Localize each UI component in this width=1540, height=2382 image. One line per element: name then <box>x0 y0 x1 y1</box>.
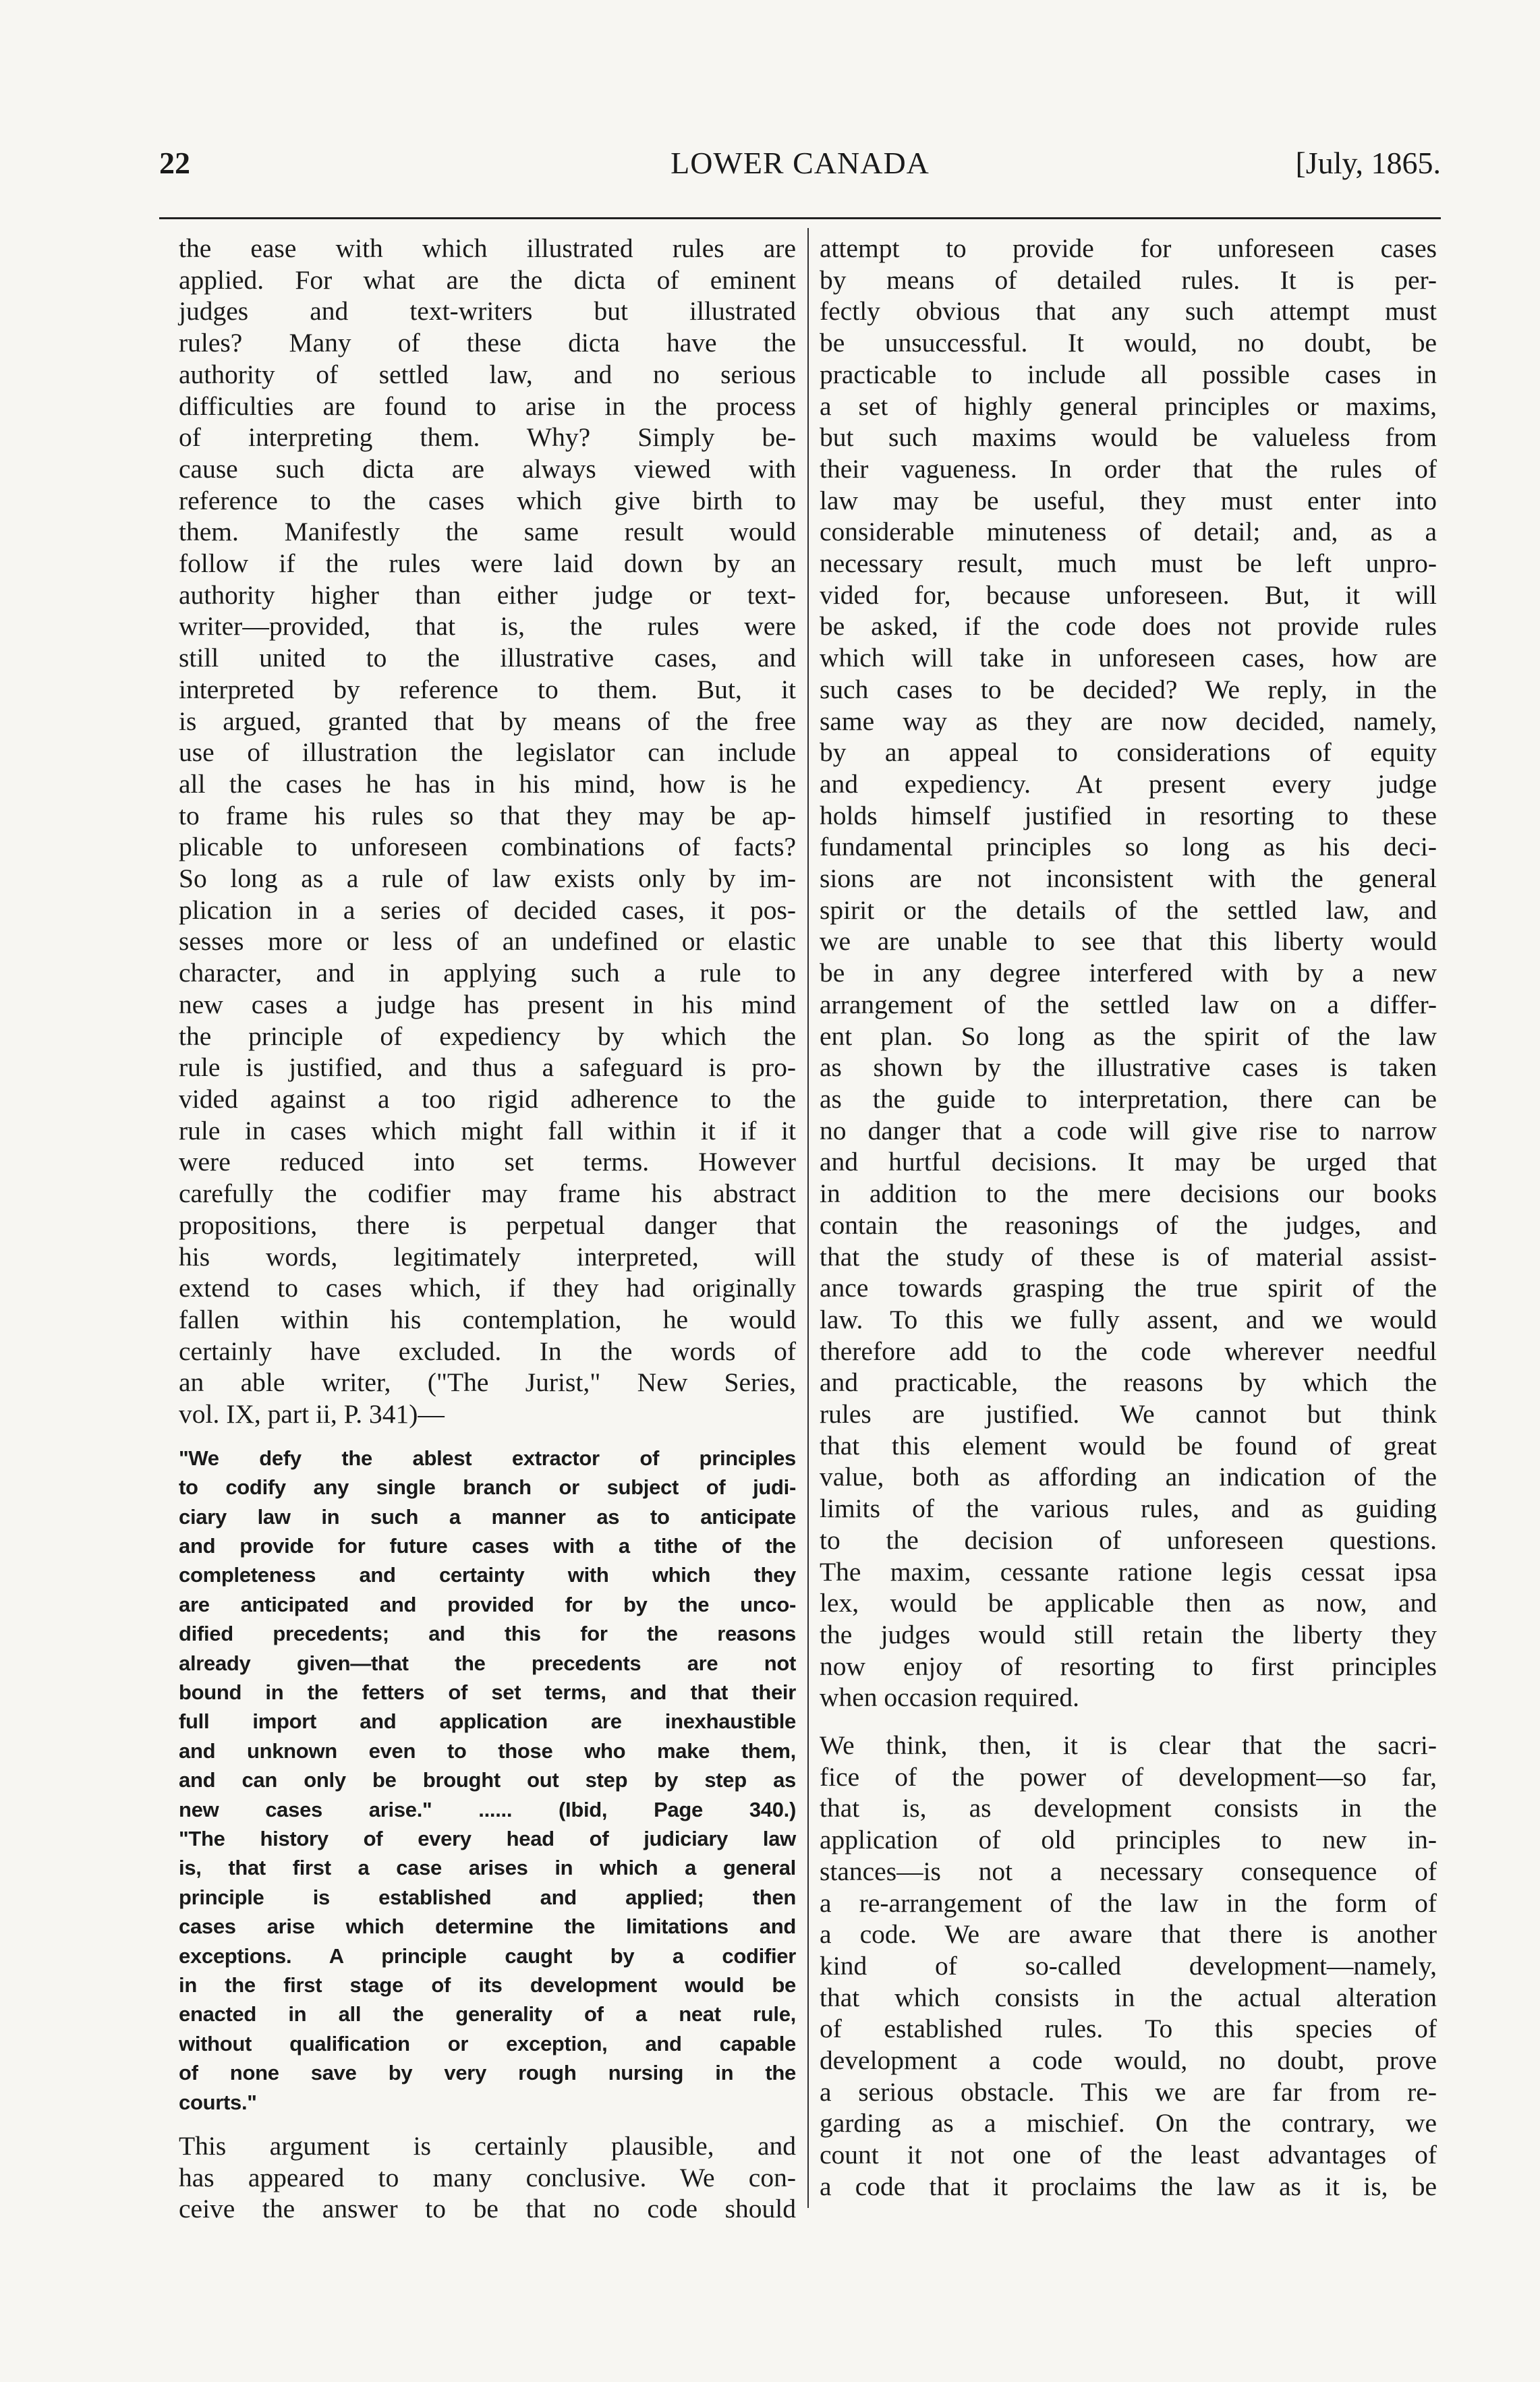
text-line: in the first stage of its development would be <box>179 1973 796 1997</box>
text-line: kind of so-called development—namely, <box>820 1950 1437 1981</box>
text-line: by an appeal to considerations of equity <box>820 737 1437 768</box>
text-line: stances—is not a necessary consequence of <box>820 1856 1437 1886</box>
text-line: vol. IX, part ii, P. 341)— <box>179 1399 445 1429</box>
text-line: law may be useful, they must enter into <box>820 485 1437 515</box>
text-line: plicable to unforeseen combinations of facts? <box>179 832 796 862</box>
text-line: which will take in unforeseen cases, how are <box>820 643 1437 673</box>
text-line: that is, as development consists in the <box>820 1793 1437 1823</box>
issue-date: [July, 1865. <box>1295 146 1441 180</box>
text-line: arrangement of the settled law on a differ- <box>820 989 1437 1019</box>
text-line: cases arise which determine the limitations and <box>179 1915 796 1939</box>
text-line: still united to the illustrative cases, and <box>179 643 796 673</box>
left-paragraph-1 <box>179 233 796 1430</box>
text-line: the principle of expediency by which the <box>179 1021 796 1051</box>
text-line: limits of the various rules, and as guiding <box>820 1494 1437 1524</box>
text-line: of established rules. To this species of <box>820 2014 1437 2044</box>
text-line: The maxim, cessante ratione legis cessat ipsa <box>820 1556 1437 1587</box>
text-line: fice of the power of development—so far, <box>820 1761 1437 1792</box>
text-line: practicable to include all possible cases in <box>820 359 1437 389</box>
text-line: now enjoy of resorting to first principles <box>820 1651 1437 1681</box>
text-line: authority of settled law, and no serious <box>179 359 796 389</box>
text-line: development a code would, no doubt, prove <box>820 2045 1437 2076</box>
right-paragraph-1 <box>820 233 1437 1713</box>
text-line: So long as a rule of law exists only by im- <box>179 863 796 894</box>
text-line: rules? Many of these dicta have the <box>179 328 796 358</box>
text-line: is, that first a case arises in which a general <box>179 1856 796 1880</box>
text-line: lex, would be applicable then as now, and <box>820 1588 1437 1618</box>
text-line: extend to cases which, if they had originally <box>179 1273 796 1303</box>
right-paragraph-2 <box>820 1730 1437 2203</box>
text-line: an able writer, ("The Jurist," New Series, <box>179 1367 796 1398</box>
text-line: attempt to provide for unforeseen cases <box>820 233 1437 263</box>
text-line: and can only be brought out step by step as <box>179 1768 796 1792</box>
text-line: has appeared to many conclusive. We con- <box>179 2162 796 2192</box>
text-line: carefully the codifier may frame his abstract <box>179 1179 796 1209</box>
text-line: exceptions. A principle caught by a codifier <box>179 1944 796 1968</box>
text-line: a code. We are aware that there is another <box>820 1919 1437 1950</box>
text-line: of interpreting them. Why? Simply be- <box>179 422 796 453</box>
text-line: enacted in all the generality of a neat rule, <box>179 2002 796 2026</box>
text-line: a code that it proclaims the law as it is, be <box>820 2171 1437 2201</box>
text-line: ent plan. So long as the spirit of the law <box>820 1021 1437 1051</box>
text-line: propositions, there is perpetual danger that <box>179 1210 796 1240</box>
text-line: already given—that the precedents are not <box>179 1651 796 1675</box>
text-line: vided for, because unforeseen. But, it will <box>820 579 1437 610</box>
header-rule <box>159 217 1441 219</box>
text-line: to codify any single branch or subject of judi- <box>179 1475 796 1500</box>
text-line: character, and in applying such a rule to <box>179 958 796 988</box>
text-line: a serious obstacle. This we are far from re- <box>820 2076 1437 2107</box>
text-line: were reduced into set terms. However <box>179 1147 796 1177</box>
text-line: fundamental principles so long as his deci- <box>820 832 1437 862</box>
paragraph-gap <box>820 1713 1437 1730</box>
text-line: ciary law in such a manner as to anticipate <box>179 1504 796 1529</box>
text-line: his words, legitimately interpreted, will <box>179 1241 796 1272</box>
text-line: and hurtful decisions. It may be urged that <box>820 1147 1437 1177</box>
running-title: LOWER CANADA <box>671 146 930 180</box>
text-line: interpreted by reference to them. But, it <box>179 674 796 704</box>
paragraph-gap <box>179 2117 796 2130</box>
text-line: such cases to be decided? We reply, in the <box>820 674 1437 704</box>
text-line: new cases a judge has present in his mind <box>179 989 796 1019</box>
text-line: be unsuccessful. It would, no doubt, be <box>820 328 1437 358</box>
text-line: sesses more or less of an undefined or elastic <box>179 926 796 957</box>
text-line: by means of detailed rules. It is per- <box>820 264 1437 295</box>
text-line: reference to the cases which give birth to <box>179 485 796 515</box>
text-line: full import and application are inexhaustible <box>179 1709 796 1734</box>
column-divider <box>807 228 809 2208</box>
text-line: a set of highly general principles or maxims, <box>820 391 1437 421</box>
text-line: ceive the answer to be that no code should <box>179 2194 796 2224</box>
text-line: writer—provided, that is, the rules were <box>179 611 796 642</box>
paragraph-gap <box>179 1430 796 1444</box>
text-line: garding as a mischief. On the contrary, we <box>820 2108 1437 2138</box>
text-line: the judges would still retain the liberty they <box>820 1619 1437 1649</box>
text-line: completeness and certainty with which they <box>179 1563 796 1587</box>
text-line: in addition to the mere decisions our books <box>820 1179 1437 1209</box>
text-line: contain the reasonings of the judges, and <box>820 1210 1437 1240</box>
text-line: no danger that a code will give rise to narrow <box>820 1115 1437 1145</box>
text-line: courts." <box>179 2090 257 2114</box>
text-line: and practicable, the reasons by which the <box>820 1367 1437 1398</box>
text-line: sions are not inconsistent with the general <box>820 863 1437 894</box>
text-line: new cases arise." ...... (Ibid, Page 340.) <box>179 1797 796 1821</box>
text-line: principle is established and applied; then <box>179 1885 796 1909</box>
text-line: certainly have excluded. In the words of <box>179 1336 796 1366</box>
text-line: ance towards grasping the true spirit of the <box>820 1273 1437 1303</box>
text-line: and expediency. At present every judge <box>820 768 1437 799</box>
text-line: and provide for future cases with a tithe of the <box>179 1533 796 1558</box>
text-line: be asked, if the code does not provide rules <box>820 611 1437 642</box>
text-line: all the cases he has in his mind, how is he <box>179 768 796 799</box>
text-line: "We defy the ablest extractor of principles <box>179 1446 796 1470</box>
text-line: judges and text-writers but illustrated <box>179 296 796 327</box>
text-line: law. To this we fully assent, and we would <box>820 1304 1437 1334</box>
text-line: that this element would be found of great <box>820 1430 1437 1461</box>
text-line: holds himself justified in resorting to these <box>820 800 1437 830</box>
text-line: application of old principles to new in- <box>820 1825 1437 1855</box>
right-column <box>820 233 1437 2203</box>
text-line: authority higher than either judge or text- <box>179 579 796 610</box>
page-header <box>159 145 1441 186</box>
text-line: spirit or the details of the settled law, and <box>820 895 1437 925</box>
text-line: fallen within his contemplation, he would <box>179 1304 796 1334</box>
text-line: without qualification or exception, and capable <box>179 2031 796 2055</box>
text-line: value, both as affording an indication of the <box>820 1462 1437 1492</box>
text-line: difficulties are found to arise in the process <box>179 391 796 421</box>
text-line: rule in cases which might fall within it if it <box>179 1115 796 1145</box>
text-line: that which consists in the actual alteration <box>820 1982 1437 2012</box>
text-line: to the decision of unforeseen questions. <box>820 1525 1437 1555</box>
text-line: as shown by the illustrative cases is taken <box>820 1052 1437 1083</box>
text-line: we are unable to see that this liberty would <box>820 926 1437 957</box>
text-line: This argument is certainly plausible, and <box>179 2131 796 2161</box>
text-line: bound in the fetters of set terms, and that their <box>179 1680 796 1704</box>
text-line: to frame his rules so that they may be ap- <box>179 800 796 830</box>
text-line: cause such dicta are always viewed with <box>179 453 796 484</box>
text-line: fectly obvious that any such attempt must <box>820 296 1437 327</box>
text-line: them. Manifestly the same result would <box>179 517 796 547</box>
page-number: 22 <box>159 146 190 180</box>
text-line: follow if the rules were laid down by an <box>179 548 796 579</box>
text-line: when occasion required. <box>820 1682 1079 1713</box>
block-quote <box>179 1444 796 2117</box>
text-line: necessary result, much must be left unpro- <box>820 548 1437 579</box>
text-line: are anticipated and provided for by the unco- <box>179 1592 796 1616</box>
text-line: their vagueness. In order that the rules of <box>820 453 1437 484</box>
text-line: considerable minuteness of detail; and, as a <box>820 517 1437 547</box>
text-line: be in any degree interfered with by a new <box>820 958 1437 988</box>
text-line: We think, then, it is clear that the sacri- <box>820 1730 1437 1761</box>
text-line: therefore add to the code wherever needful <box>820 1336 1437 1366</box>
text-line: rule is justified, and thus a safeguard is pro- <box>179 1052 796 1083</box>
left-column <box>179 233 796 2225</box>
text-line: and unknown even to those who make them, <box>179 1738 796 1763</box>
text-line: use of illustration the legislator can include <box>179 737 796 768</box>
text-line: applied. For what are the dicta of eminent <box>179 264 796 295</box>
text-line: the ease with which illustrated rules are <box>179 233 796 263</box>
text-line: same way as they are now decided, namely, <box>820 706 1437 736</box>
text-line: "The history of every head of judiciary law <box>179 1827 796 1850</box>
text-line: of none save by very rough nursing in the <box>179 2061 796 2085</box>
text-line: plication in a series of decided cases, it pos- <box>179 895 796 925</box>
text-line: rules are justified. We cannot but think <box>820 1399 1437 1429</box>
text-line: a re-arrangement of the law in the form of <box>820 1888 1437 1918</box>
text-line: vided against a too rigid adherence to the <box>179 1083 796 1114</box>
left-paragraph-2 <box>179 2130 796 2225</box>
text-line: that the study of these is of material assist- <box>820 1241 1437 1272</box>
text-line: is argued, granted that by means of the free <box>179 706 796 736</box>
text-line: dified precedents; and this for the reasons <box>179 1622 796 1646</box>
text-line: as the guide to interpretation, there can be <box>820 1083 1437 1114</box>
text-line: but such maxims would be valueless from <box>820 422 1437 453</box>
text-line: count it not one of the least advantages of <box>820 2140 1437 2170</box>
